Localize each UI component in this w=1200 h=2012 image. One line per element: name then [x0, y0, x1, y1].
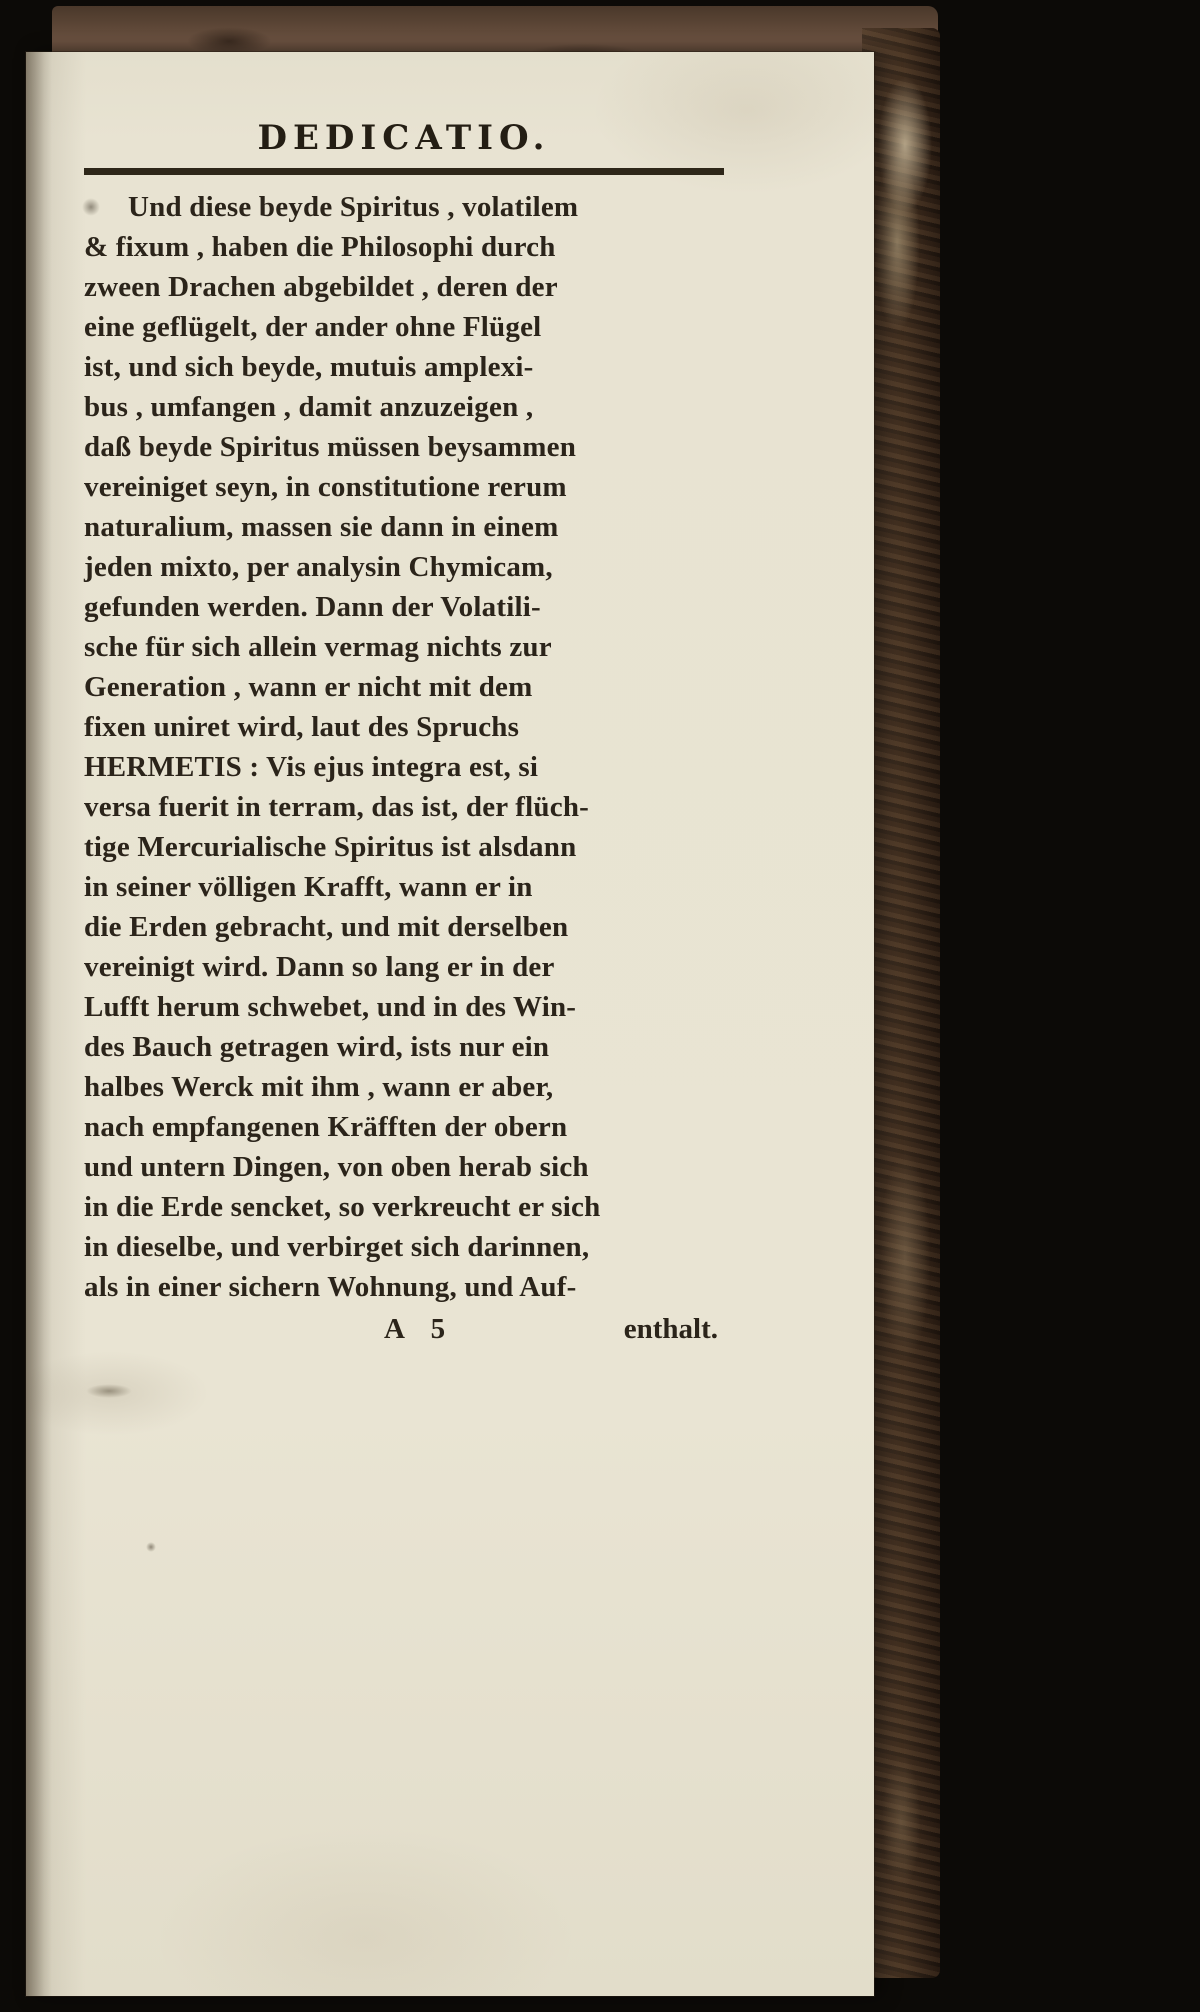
header-double-rule — [84, 168, 724, 175]
text-line: Lufft herum schwebet, und in des Win- — [84, 991, 577, 1023]
page-footer — [84, 1309, 724, 1349]
text-line: und untern Dingen, von oben herab sich — [84, 1151, 589, 1183]
text-line: versa fuerit in terram, das ist, der flüch- — [84, 791, 589, 823]
text-line: & fixum , haben die Philosophi durch — [84, 231, 556, 263]
text-line: jeden mixto, per analysin Chymicam, — [84, 551, 553, 583]
text-line: in die Erde sencket, so verkreucht er sich — [84, 1191, 601, 1223]
ink-smudge — [86, 1384, 132, 1398]
text-line: nach empfangenen Kräfften der obern — [84, 1111, 568, 1143]
text-line: sche für sich allein vermag nichts zur — [84, 631, 552, 663]
text-line: HERMETIS : Vis ejus integra est, si — [84, 751, 539, 783]
quire-signature: A 5 — [384, 1313, 456, 1345]
page-body — [84, 187, 724, 1307]
text-line: ist, und sich beyde, mutuis amplexi- — [84, 351, 534, 383]
text-line: eine geflügelt, der ander ohne Flügel — [84, 311, 542, 343]
text-line: tige Mercurialische Spiritus ist alsdann — [84, 831, 577, 863]
page-title: DEDICATIO. — [257, 118, 551, 158]
book-page — [26, 52, 874, 1996]
text-column — [84, 118, 724, 1349]
text-line: fixen uniret wird, laut des Spruchs — [84, 711, 520, 743]
ink-smudge — [146, 1542, 156, 1552]
text-line: in dieselbe, und verbirget sich darinnen, — [84, 1231, 590, 1263]
text-line: vereiniget seyn, in constitutione rerum — [84, 471, 567, 503]
text-line: Und diese beyde Spiritus , volatilem — [128, 191, 579, 223]
text-line: des Bauch getragen wird, ists nur ein — [84, 1031, 550, 1063]
text-line: naturalium, massen sie dann in einem — [84, 511, 559, 543]
page-gutter-shadow — [26, 52, 52, 1996]
text-line: vereinigt wird. Dann so lang er in der — [84, 951, 555, 983]
text-line: gefunden werden. Dann der Volatili- — [84, 591, 541, 623]
text-line: halbes Werck mit ihm , wann er aber, — [84, 1071, 554, 1103]
text-line: daß beyde Spiritus müssen beysammen — [84, 431, 577, 463]
text-line: zween Drachen abgebildet , deren der — [84, 271, 558, 303]
text-line: die Erden gebracht, und mit derselben — [84, 911, 569, 943]
text-line: Generation , wann er nicht mit dem — [84, 671, 533, 703]
text-line: als in einer sichern Wohnung, und Auf- — [84, 1271, 577, 1303]
text-line: bus , umfangen , damit anzuzeigen , — [84, 391, 534, 423]
catchword: enthalt. — [623, 1313, 718, 1345]
text-line: in seiner völligen Krafft, wann er in — [84, 871, 533, 903]
